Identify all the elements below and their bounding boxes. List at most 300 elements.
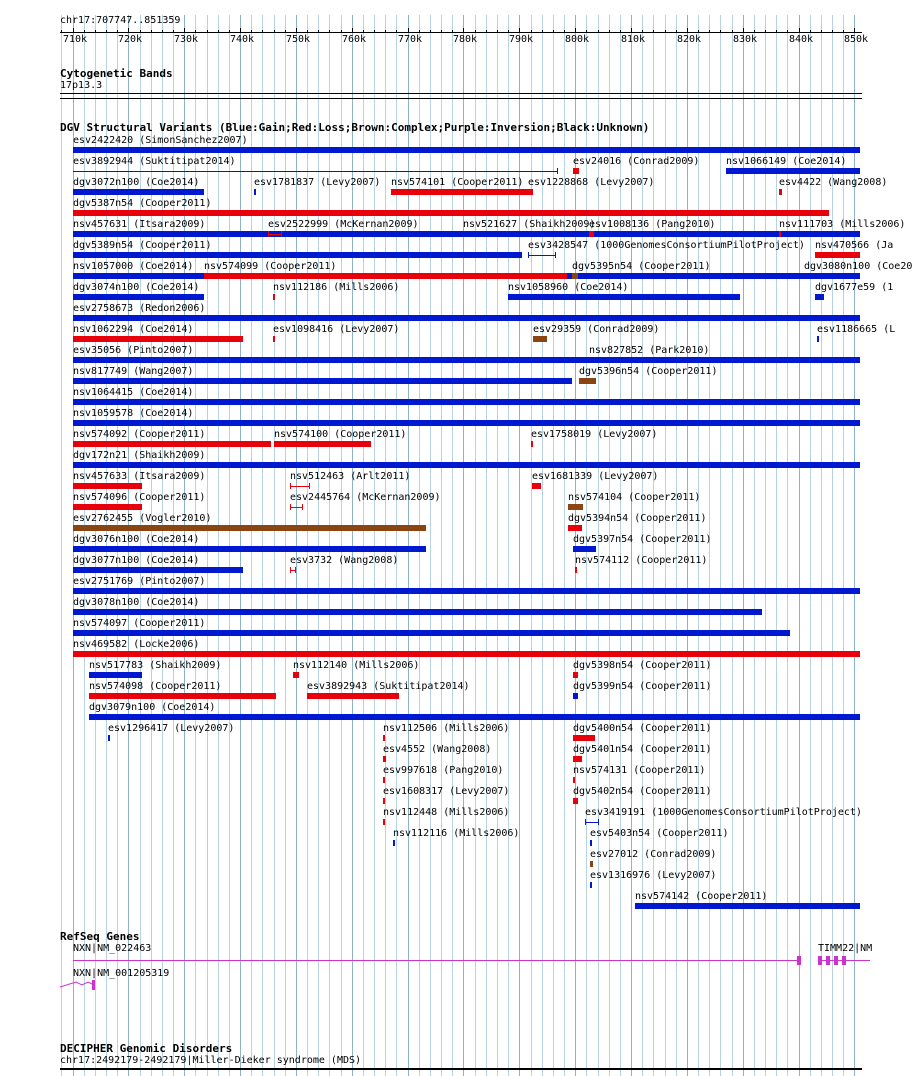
variant-label[interactable]: nsv574092 (Cooper2011) — [73, 429, 206, 440]
ruler-label: 830k — [733, 34, 758, 45]
variant-bar[interactable] — [573, 777, 575, 783]
variant-bar[interactable] — [573, 735, 595, 741]
ruler-label: 720k — [118, 34, 143, 45]
variant-label[interactable]: nsv512463 (Arlt2011) — [290, 471, 411, 482]
variant-label[interactable]: dgv3078n100 (Coe2014) — [73, 597, 200, 608]
cytoband-bar-top — [60, 93, 862, 94]
variant-label[interactable]: esv3428547 (1000GenomesConsortiumPilotProject) — [528, 240, 805, 251]
ruler-minor-tick — [106, 30, 107, 33]
variant-bar[interactable] — [73, 336, 243, 342]
gene-exon[interactable] — [834, 956, 838, 965]
variant-label[interactable]: esv24016 (Conrad2009) — [573, 156, 700, 167]
variant-end-tick — [295, 567, 296, 573]
variant-label[interactable]: dgv3080n100 (Coe20 — [804, 261, 912, 272]
variant-bar[interactable] — [383, 819, 385, 825]
gene-exon[interactable] — [818, 956, 822, 965]
ruler-minor-tick — [452, 30, 453, 33]
variant-label[interactable]: dgv3074n100 (Coe2014) — [73, 282, 200, 293]
variant-label[interactable]: nsv457633 (Itsara2009) — [73, 471, 206, 482]
variant-label[interactable]: nsv112186 (Mills2006) — [273, 282, 400, 293]
gridline — [642, 15, 643, 1076]
ruler-minor-tick — [486, 30, 487, 33]
gene-intron-line[interactable] — [73, 960, 801, 961]
gridline — [854, 15, 855, 1076]
variant-label[interactable]: esv1681339 (Levy2007) — [532, 471, 659, 482]
variant-bar[interactable] — [393, 840, 395, 846]
ruler-tick — [408, 28, 409, 33]
variant-bar[interactable] — [273, 336, 275, 342]
ruler-tick — [519, 28, 520, 33]
variant-label[interactable]: esv1008136 (Pang2010) — [589, 219, 716, 230]
variant-label[interactable]: nsv574101 (Cooper2011) — [391, 177, 524, 188]
variant-bar[interactable] — [590, 840, 592, 846]
variant-label[interactable]: dgv172n21 (Shaikh2009) — [73, 450, 206, 461]
variant-bar[interactable] — [779, 189, 782, 195]
gridline — [61, 15, 62, 1076]
decipher-entry-label[interactable]: chr17:2492179-2492179|Miller-Dieker syndrome (MDS) — [60, 1055, 362, 1066]
variant-label[interactable]: nsv817749 (Wang2007) — [73, 366, 194, 377]
variant-label[interactable]: nsv111703 (Mills2006) — [779, 219, 906, 230]
ruler-label: 740k — [230, 34, 255, 45]
gridline — [609, 15, 610, 1076]
gridline — [743, 15, 744, 1076]
ruler-minor-tick — [61, 30, 62, 33]
ruler-tick — [73, 28, 74, 33]
ruler-minor-tick — [341, 30, 342, 33]
variant-label[interactable]: dgv5389n54 (Cooper2011) — [73, 240, 212, 251]
variant-bar[interactable] — [73, 546, 426, 552]
track-title-cytoband[interactable]: Cytogenetic Bands — [60, 67, 173, 80]
ruler-minor-tick — [207, 30, 208, 33]
variant-bar[interactable] — [73, 399, 860, 405]
variant-label[interactable]: nsv574112 (Cooper2011) — [575, 555, 708, 566]
variant-end-tick — [290, 483, 291, 489]
variant-end-tick — [290, 567, 291, 573]
gridline — [542, 15, 543, 1076]
ruler-minor-tick — [151, 30, 152, 33]
variant-bar[interactable] — [573, 798, 578, 804]
variant-bar[interactable] — [528, 189, 530, 195]
variant-bar[interactable] — [290, 486, 310, 487]
ruler-label: 810k — [621, 34, 646, 45]
variant-label[interactable]: dgv5402n54 (Cooper2011) — [573, 786, 712, 797]
variant-end-tick — [557, 168, 558, 174]
variant-bar[interactable] — [73, 294, 204, 300]
gene-label[interactable]: NXN|NM_022463 — [73, 943, 152, 954]
ruler-minor-tick — [720, 30, 721, 33]
ruler-minor-tick — [665, 30, 666, 33]
variant-label[interactable]: nsv1066149 (Coe2014) — [726, 156, 847, 167]
ruler-minor-tick — [385, 30, 386, 33]
ruler-label: 800k — [565, 34, 590, 45]
variant-label[interactable]: nsv517783 (Shaikh2009) — [89, 660, 222, 671]
ruler-minor-tick — [787, 30, 788, 33]
variant-label[interactable]: nsv112448 (Mills2006) — [383, 807, 510, 818]
variant-label[interactable]: nsv574097 (Cooper2011) — [73, 618, 206, 629]
gridline — [810, 15, 811, 1076]
variant-label[interactable]: esv1098416 (Levy2007) — [273, 324, 400, 335]
variant-bar[interactable] — [383, 777, 385, 783]
variant-label[interactable]: nsv112506 (Mills2006) — [383, 723, 510, 734]
ruler-minor-tick — [508, 30, 509, 33]
variant-label[interactable]: dgv5395n54 (Cooper2011) — [572, 261, 711, 272]
variant-label[interactable]: dgv5400n54 (Cooper2011) — [573, 723, 712, 734]
variant-bar[interactable] — [73, 315, 860, 321]
variant-label[interactable]: esv2422420 (SimonSanchez2007) — [73, 135, 248, 146]
variant-label[interactable]: esv1608317 (Levy2007) — [383, 786, 510, 797]
variant-bar[interactable] — [89, 714, 860, 720]
variant-bar[interactable] — [585, 822, 599, 823]
gridline — [620, 15, 621, 1076]
track-title-dgv[interactable]: DGV Structural Variants (Blue:Gain;Red:Loss;Brown:Complex;Purple:Inversion;Black:Unknown) — [60, 121, 650, 134]
ruler-minor-tick — [754, 30, 755, 33]
ruler-minor-tick — [709, 30, 710, 33]
gene-exon[interactable] — [842, 956, 846, 965]
variant-label[interactable]: esv2762455 (Vogler2010) — [73, 513, 212, 524]
variant-bar[interactable] — [391, 189, 533, 195]
ruler-minor-tick — [531, 30, 532, 33]
variant-bar[interactable] — [573, 168, 579, 174]
coordinate-label: chr17:707747..851359 — [60, 15, 181, 26]
variant-label[interactable]: nsv112140 (Mills2006) — [293, 660, 420, 671]
gridline — [519, 15, 520, 1076]
variant-bar[interactable] — [383, 756, 386, 762]
ruler-label: 730k — [174, 34, 199, 45]
variant-bar[interactable] — [273, 294, 275, 300]
ruler-minor-tick — [396, 30, 397, 33]
variant-bar[interactable] — [73, 171, 558, 172]
ruler-minor-tick — [821, 30, 822, 33]
variant-bar[interactable] — [508, 294, 740, 300]
ruler-minor-tick — [620, 30, 621, 33]
variant-end-tick — [585, 819, 586, 825]
variant-label[interactable]: nsv1062294 (Coe2014) — [73, 324, 194, 335]
ruler-tick — [743, 28, 744, 33]
variant-label[interactable]: nsv1058960 (Coe2014) — [508, 282, 629, 293]
gridline — [720, 15, 721, 1076]
gridline — [441, 15, 442, 1076]
ruler-label: 750k — [286, 34, 311, 45]
ruler-minor-tick — [698, 30, 699, 33]
gridline — [564, 15, 565, 1076]
variant-label[interactable]: dgv5399n54 (Cooper2011) — [573, 681, 712, 692]
variant-bar[interactable] — [73, 504, 142, 510]
gridline — [452, 15, 453, 1076]
variant-label[interactable]: nsv574142 (Cooper2011) — [635, 891, 768, 902]
variant-label[interactable]: esv29359 (Conrad2009) — [533, 324, 660, 335]
variant-bar[interactable] — [726, 168, 860, 174]
variant-label[interactable]: esv2445764 (McKernan2009) — [290, 492, 441, 503]
variant-bar[interactable] — [73, 567, 243, 573]
gridline — [665, 15, 666, 1076]
variant-label[interactable]: nsv574098 (Cooper2011) — [89, 681, 222, 692]
ruler-tick — [854, 28, 855, 33]
variant-label[interactable]: nsv457631 (Itsara2009) — [73, 219, 206, 230]
variant-bar[interactable] — [268, 234, 282, 235]
gridline — [430, 15, 431, 1076]
gene-label[interactable]: NXN|NM_001205319 — [73, 968, 170, 979]
ruler-tick — [184, 28, 185, 33]
ruler-minor-tick — [586, 30, 587, 33]
variant-bar[interactable] — [254, 189, 256, 195]
ruler-tick — [575, 28, 576, 33]
variant-label[interactable]: esv2758673 (Redon2006) — [73, 303, 206, 314]
variant-bar[interactable] — [568, 525, 582, 531]
ruler-minor-tick — [318, 30, 319, 33]
variant-bar[interactable] — [573, 672, 578, 678]
variant-label[interactable]: nsv574099 (Cooper2011) — [204, 261, 337, 272]
ruler-axis — [60, 32, 862, 33]
gene-exon[interactable] — [826, 956, 830, 965]
gridline — [787, 15, 788, 1076]
variant-bar[interactable] — [383, 798, 385, 804]
variant-label[interactable]: dgv5387n54 (Cooper2011) — [73, 198, 212, 209]
variant-label[interactable]: nsv470566 (Ja — [815, 240, 894, 251]
gridline — [843, 15, 844, 1076]
variant-bar[interactable] — [589, 357, 591, 363]
cytoband-bar-bottom — [60, 98, 862, 99]
variant-label[interactable]: esv5403n54 (Cooper2011) — [590, 828, 729, 839]
variant-label[interactable]: nsv574104 (Cooper2011) — [568, 492, 701, 503]
ruler-minor-tick — [776, 30, 777, 33]
variant-label[interactable]: esv4552 (Wang2008) — [383, 744, 492, 755]
variant-bar[interactable] — [73, 420, 860, 426]
gridline — [799, 15, 800, 1076]
track-title-decipher[interactable]: DECIPHER Genomic Disorders — [60, 1042, 233, 1055]
variant-label[interactable]: nsv469582 (Locke2006) — [73, 639, 200, 650]
gridline — [676, 15, 677, 1076]
variant-label[interactable]: esv1296417 (Levy2007) — [108, 723, 235, 734]
ruler-label: 710k — [63, 34, 88, 45]
variant-label[interactable]: esv2522999 (McKernan2009) — [268, 219, 419, 230]
variant-label[interactable]: esv3732 (Wang2008) — [290, 555, 399, 566]
gene-exon[interactable] — [797, 956, 801, 965]
ruler-minor-tick — [329, 30, 330, 33]
variant-bar[interactable] — [274, 441, 371, 447]
variant-label[interactable]: nsv574100 (Cooper2011) — [274, 429, 407, 440]
variant-label[interactable]: esv1758019 (Levy2007) — [531, 429, 658, 440]
variant-label[interactable]: nsv112116 (Mills2006) — [393, 828, 520, 839]
variant-label[interactable]: nsv574096 (Cooper2011) — [73, 492, 206, 503]
ruler-tick — [240, 28, 241, 33]
variant-bar[interactable] — [590, 882, 592, 888]
variant-label[interactable]: esv1781837 (Levy2007) — [254, 177, 381, 188]
ruler-minor-tick — [810, 30, 811, 33]
variant-bar[interactable] — [568, 504, 583, 510]
ruler-minor-tick — [374, 30, 375, 33]
variant-bar[interactable] — [73, 147, 860, 153]
variant-bar[interactable] — [579, 378, 596, 384]
variant-label[interactable]: nsv1064415 (Coe2014) — [73, 387, 194, 398]
gridline — [553, 15, 554, 1076]
variant-end-tick — [281, 231, 282, 237]
ruler-minor-tick — [598, 30, 599, 33]
gridline — [497, 15, 498, 1076]
variant-bar[interactable] — [73, 588, 860, 594]
variant-end-tick — [268, 231, 269, 237]
variant-label[interactable]: esv1228868 (Levy2007) — [528, 177, 655, 188]
variant-bar[interactable] — [528, 255, 556, 256]
variant-label[interactable]: esv35056 (Pinto2007) — [73, 345, 194, 356]
variant-label[interactable]: esv2751769 (Pinto2007) — [73, 576, 206, 587]
gene-model[interactable] — [60, 979, 100, 993]
variant-label[interactable]: dgv5394n54 (Cooper2011) — [568, 513, 707, 524]
variant-label[interactable]: esv1186665 (L — [817, 324, 896, 335]
ruler-label: 760k — [342, 34, 367, 45]
variant-end-tick — [302, 504, 303, 510]
variant-label[interactable]: esv1316976 (Levy2007) — [590, 870, 717, 881]
gridline — [732, 15, 733, 1076]
variant-bar[interactable] — [589, 231, 594, 237]
variant-bar[interactable] — [73, 441, 271, 447]
variant-bar[interactable] — [73, 378, 572, 384]
ruler-label: 840k — [789, 34, 814, 45]
ruler-minor-tick — [307, 30, 308, 33]
variant-bar[interactable] — [73, 357, 860, 363]
variant-end-tick — [309, 483, 310, 489]
variant-bar[interactable] — [73, 210, 829, 216]
variant-bar[interactable] — [815, 252, 860, 258]
variant-label[interactable]: dgv5397n54 (Cooper2011) — [573, 534, 712, 545]
ruler-minor-tick — [173, 30, 174, 33]
ruler-minor-tick — [497, 30, 498, 33]
variant-bar[interactable] — [531, 441, 533, 447]
variant-bar[interactable] — [73, 630, 790, 636]
variant-end-tick — [290, 504, 291, 510]
ruler-tick — [352, 28, 353, 33]
track-title-refseq[interactable]: RefSeq Genes — [60, 930, 140, 943]
ruler-minor-tick — [195, 30, 196, 33]
ruler-minor-tick — [363, 30, 364, 33]
gridline — [463, 15, 464, 1076]
gridline — [486, 15, 487, 1076]
gridline — [754, 15, 755, 1076]
ruler-minor-tick — [285, 30, 286, 33]
variant-bar[interactable] — [73, 525, 426, 531]
variant-bar[interactable] — [73, 483, 142, 489]
gene-exon — [92, 980, 95, 990]
variant-bar[interactable] — [575, 567, 577, 573]
variant-bar[interactable] — [89, 672, 142, 678]
variant-bar[interactable] — [204, 273, 567, 279]
ruler-minor-tick — [475, 30, 476, 33]
ruler-minor-tick — [642, 30, 643, 33]
variant-bar[interactable] — [108, 735, 110, 741]
cytoband-label[interactable]: 17p13.3 — [60, 80, 103, 91]
variant-bar[interactable] — [73, 609, 762, 615]
variant-bar[interactable] — [293, 672, 299, 678]
variant-label[interactable]: dgv5401n54 (Cooper2011) — [573, 744, 712, 755]
gridline — [709, 15, 710, 1076]
ruler-minor-tick — [162, 30, 163, 33]
gridline — [776, 15, 777, 1076]
gene-label[interactable]: TIMM22|NM — [818, 943, 873, 954]
ruler-minor-tick — [430, 30, 431, 33]
variant-bar[interactable] — [73, 651, 860, 657]
variant-label[interactable]: dgv3076n100 (Coe2014) — [73, 534, 200, 545]
gridline — [821, 15, 822, 1076]
gridline — [653, 15, 654, 1076]
variant-bar[interactable] — [383, 735, 385, 741]
gridline — [832, 15, 833, 1076]
variant-bar[interactable] — [817, 336, 819, 342]
variant-label[interactable]: esv27012 (Conrad2009) — [590, 849, 717, 860]
variant-bar[interactable] — [533, 336, 547, 342]
variant-end-tick — [598, 819, 599, 825]
variant-bar[interactable] — [590, 861, 593, 867]
ruler-minor-tick — [441, 30, 442, 33]
ruler-minor-tick — [609, 30, 610, 33]
variant-bar[interactable] — [573, 546, 596, 552]
variant-bar[interactable] — [779, 231, 781, 237]
variant-bar[interactable] — [815, 294, 824, 300]
variant-bar[interactable] — [635, 903, 860, 909]
variant-bar[interactable] — [573, 756, 582, 762]
variant-label[interactable]: dgv5396n54 (Cooper2011) — [579, 366, 718, 377]
variant-bar[interactable] — [307, 693, 399, 699]
variant-label[interactable]: nsv521627 (Shaikh2009) — [463, 219, 596, 230]
variant-label[interactable]: nsv574131 (Cooper2011) — [573, 765, 706, 776]
variant-label[interactable]: dgv3077n100 (Coe2014) — [73, 555, 200, 566]
gridline — [531, 15, 532, 1076]
ruler-minor-tick — [251, 30, 252, 33]
ruler-minor-tick — [229, 30, 230, 33]
variant-bar[interactable] — [573, 693, 578, 699]
ruler-minor-tick — [218, 30, 219, 33]
variant-bar[interactable] — [804, 273, 860, 279]
variant-label[interactable]: nsv1057000 (Coe2014) — [73, 261, 194, 272]
ruler-minor-tick — [832, 30, 833, 33]
ruler-label: 790k — [509, 34, 534, 45]
ruler-tick — [799, 28, 800, 33]
variant-label[interactable]: dgv3079n100 (Coe2014) — [89, 702, 216, 713]
ruler-tick — [463, 28, 464, 33]
variant-bar[interactable] — [73, 252, 522, 258]
variant-label[interactable]: esv4422 (Wang2008) — [779, 177, 888, 188]
variant-label[interactable]: esv997618 (Pang2010) — [383, 765, 504, 776]
gridline — [698, 15, 699, 1076]
ruler-minor-tick — [95, 30, 96, 33]
variant-bar[interactable] — [532, 483, 541, 489]
ruler-minor-tick — [765, 30, 766, 33]
variant-label[interactable]: esv3419191 (1000GenomesConsortiumPilotProject) — [585, 807, 862, 818]
ruler-tick — [296, 28, 297, 33]
variant-label[interactable]: esv3892943 (Suktitipat2014) — [307, 681, 470, 692]
gridline — [631, 15, 632, 1076]
ruler-tick — [687, 28, 688, 33]
variant-label[interactable]: esv3892944 (Suktitipat2014) — [73, 156, 236, 167]
variant-label[interactable]: nsv1059578 (Coe2014) — [73, 408, 194, 419]
ruler-tick — [128, 28, 129, 33]
variant-label[interactable]: dgv3072n100 (Coe2014) — [73, 177, 200, 188]
decipher-feature-bar[interactable] — [60, 1068, 862, 1070]
ruler-label: 820k — [677, 34, 702, 45]
variant-bar[interactable] — [73, 462, 860, 468]
variant-bar[interactable] — [73, 189, 204, 195]
ruler-minor-tick — [553, 30, 554, 33]
variant-label[interactable]: nsv827852 (Park2010) — [589, 345, 710, 356]
ruler-minor-tick — [274, 30, 275, 33]
gene-intron-line — [60, 982, 94, 987]
variant-bar[interactable] — [572, 273, 578, 279]
variant-end-tick — [555, 252, 556, 258]
variant-bar[interactable] — [89, 693, 276, 699]
variant-label[interactable]: dgv5398n54 (Cooper2011) — [573, 660, 712, 671]
variant-bar[interactable] — [463, 231, 494, 237]
ruler-minor-tick — [84, 30, 85, 33]
variant-label[interactable]: dgv1677e59 (1 — [815, 282, 894, 293]
ruler-label: 780k — [453, 34, 478, 45]
